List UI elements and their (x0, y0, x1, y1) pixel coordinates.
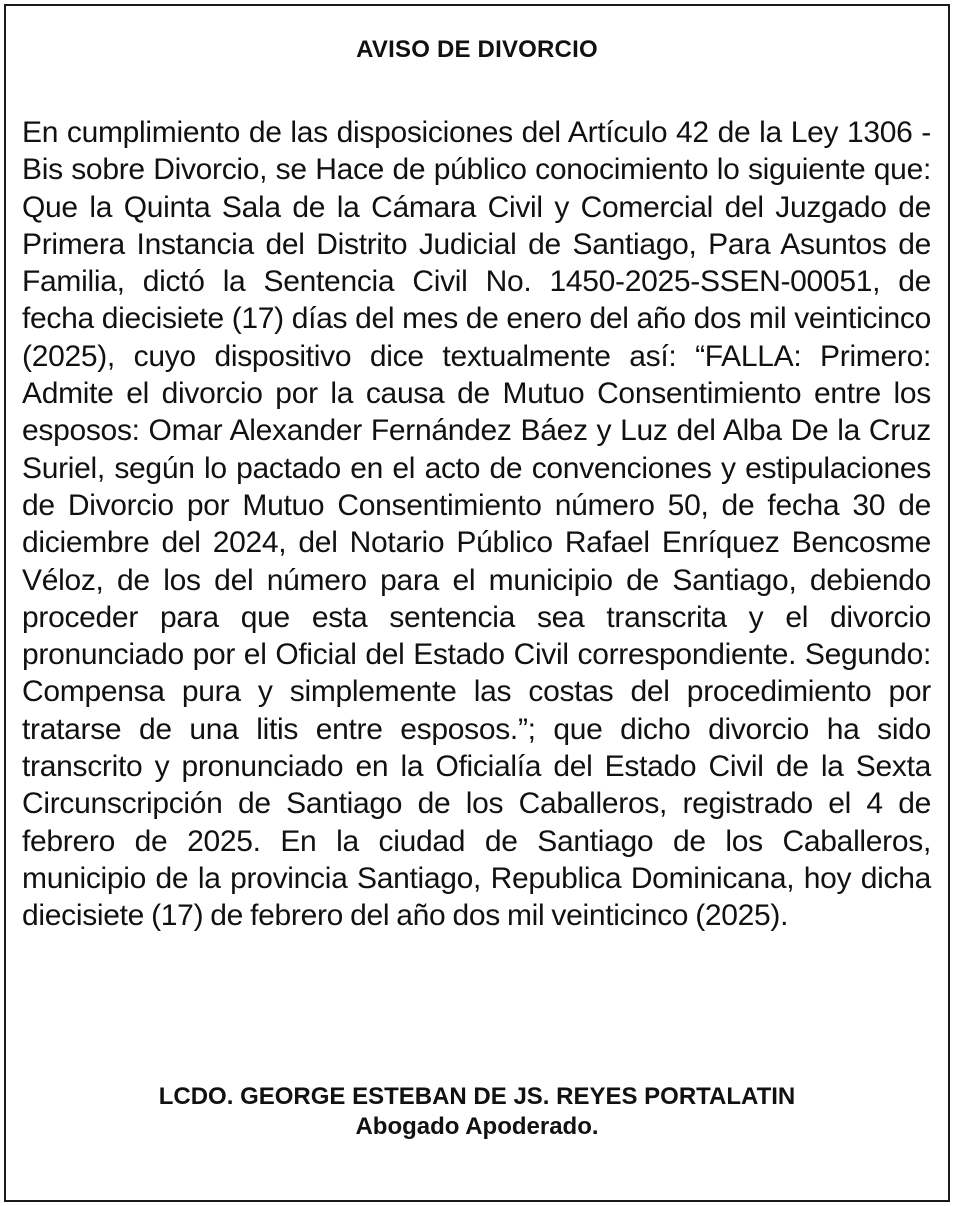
notice-body: En cumplimiento de las disposiciones del Artículo 42 de la Ley 1306 - Bis sobre Divorcio, se Hace de público conocimiento lo siguiente que: Que la Quinta Sala de la Cámara Civil y Comercial del Juzgado de Primera Instancia del Distrito Judicial de Santiago, Para Asuntos de Familia, dictó la Sentencia Civil No. 1450-2025-SSEN-00051, de fecha diecisiete (17) días del mes de enero del año dos mil veinticinco (2025), cuyo dispositivo dice textualmente así: “FALLA: Primero: Admite el divorcio por la causa de Mutuo Consentimiento entre los esposos: Omar Alexander Fernández Báez y Luz del Alba De la Cruz Suriel, según lo pactado en el acto de convenciones y estipulaciones de Divorcio por Mutuo Consentimiento número 50, de fecha 30 de diciembre del 2024, del Notario Público Rafael Enríquez Bencosme Véloz, de los del número para el municipio de Santiago, debiendo proceder para que esta sentencia sea transcrita y el divorcio pronunciado por el Oficial del Estado Civil correspondiente. Segundo: Compensa pura y simplemente las costas del procedimiento por tratarse de una litis entre esposos.”; que dicho divorcio ha sido transcrito y pronunciado en la Oficialía del Estado Civil de la Sexta Circunscripción de Santiago de los Caballeros, registrado el 4 de febrero de 2025. En la ciudad de Santiago de los Caballeros, municipio de la provincia Santiago, Republica Dominicana, hoy dicha diecisiete (17) de febrero del año dos mil veinticinco (2025). (22, 116, 931, 933)
signature-role: Abogado Apoderado. (355, 1113, 599, 1140)
notice-title: AVISO DE DIVORCIO (356, 36, 598, 63)
signature-name: LCDO. GEORGE ESTEBAN DE JS. REYES PORTALATIN (158, 1083, 796, 1110)
signature-block (6, 1082, 948, 1142)
notice-border (4, 4, 950, 1202)
